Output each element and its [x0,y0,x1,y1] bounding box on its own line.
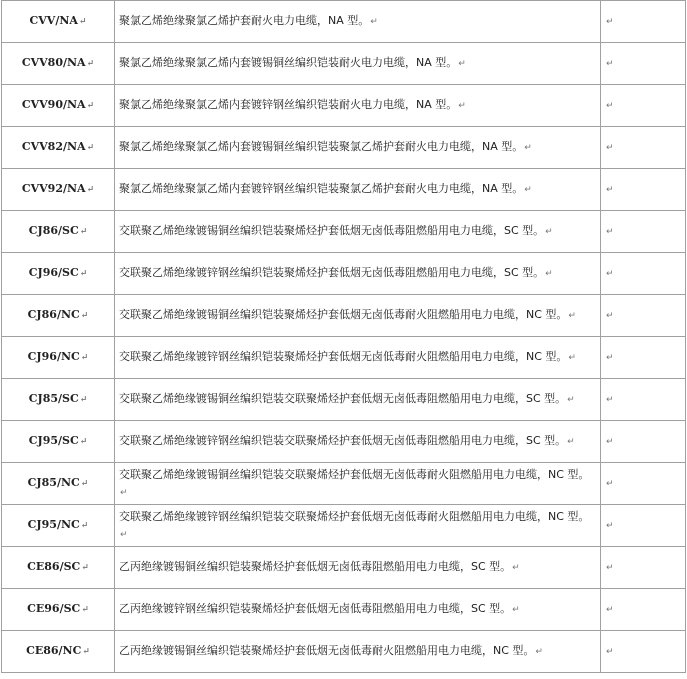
table-row [2,253,686,295]
empty-cell [601,337,686,379]
paragraph-mark-icon: ↵ [458,101,466,111]
model-code-cell [2,295,115,337]
paragraph-mark-icon: ↵ [512,563,520,573]
description-cell [115,253,601,295]
empty-cell [601,505,686,547]
table-row [2,547,686,589]
table-row [2,295,686,337]
description-cell [115,589,601,631]
paragraph-mark-icon: ↵ [81,563,89,573]
model-code-cell [2,169,115,211]
empty-cell [601,463,686,505]
table-row [2,589,686,631]
paragraph-mark-icon: ↵ [79,437,88,447]
description-cell [115,505,601,547]
paragraph-mark-icon: ↵ [606,437,614,447]
paragraph-mark-icon: ↵ [568,353,576,363]
empty-cell [601,211,686,253]
paragraph-mark-icon: ↵ [79,227,88,237]
paragraph-mark-icon: ↵ [606,17,614,27]
paragraph-mark-icon: ↵ [82,647,90,657]
model-code-cell [2,463,115,505]
model-code-cell [2,421,115,463]
model-code: CJ96/SC [28,266,79,279]
model-description: 聚氯乙烯绝缘聚氯乙烯内套镀锡铜丝编织铠装聚氯乙烯护套耐火电力电缆，NA 型。 [119,140,524,153]
empty-cell [601,421,686,463]
table-row [2,631,686,673]
table-row [2,1,686,43]
paragraph-mark-icon: ↵ [80,311,89,321]
description-cell [115,631,601,673]
model-code-cell [2,631,115,673]
paragraph-mark-icon: ↵ [86,101,95,111]
description-cell [115,295,601,337]
paragraph-mark-icon: ↵ [86,143,95,153]
model-description: 聚氯乙烯绝缘聚氯乙烯内套镀锌钢丝编织铠装聚氯乙烯护套耐火电力电缆，NA 型。 [119,182,524,195]
table-row [2,463,686,505]
paragraph-mark-icon: ↵ [606,605,614,615]
paragraph-mark-icon: ↵ [80,479,89,489]
paragraph-mark-icon: ↵ [567,437,575,447]
model-code-cell [2,85,115,127]
model-code: CJ95/SC [28,434,79,447]
paragraph-mark-icon: ↵ [79,395,88,405]
empty-cell [601,631,686,673]
description-cell [115,379,601,421]
description-cell [115,211,601,253]
model-description: 交联聚乙烯绝缘镀锡铜丝编织铠装聚烯烃护套低烟无卤低毒阻燃船用电力电缆，SC 型。 [119,224,545,237]
model-code: CVV82/NA [21,140,86,153]
model-code: CE86/NC [26,644,82,657]
paragraph-mark-icon: ↵ [606,479,614,489]
model-code-cell [2,547,115,589]
model-code-cell [2,337,115,379]
empty-cell [601,1,686,43]
paragraph-mark-icon: ↵ [567,395,575,405]
model-code: CJ86/SC [28,224,79,237]
table-body [2,1,686,673]
empty-cell [601,547,686,589]
model-description: 交联聚乙烯绝缘镀锌钢丝编织铠装交联聚烯烃护套低烟无卤低毒阻燃船用电力电缆，SC 型。 [119,434,567,447]
paragraph-mark-icon: ↵ [370,17,378,27]
model-code: CJ85/SC [28,392,79,405]
model-code-cell [2,211,115,253]
paragraph-mark-icon: ↵ [458,59,466,69]
paragraph-mark-icon: ↵ [606,353,614,363]
paragraph-mark-icon: ↵ [606,143,614,153]
model-description: 交联聚乙烯绝缘镀锡铜丝编织铠装聚烯烃护套低烟无卤低毒耐火阻燃船用电力电缆，NC 型。 [119,308,568,321]
model-code-cell [2,127,115,169]
model-code: CE96/SC [27,602,81,615]
paragraph-mark-icon: ↵ [606,185,614,195]
table-row [2,43,686,85]
model-description: 交联聚乙烯绝缘镀锡铜丝编织铠装交联聚烯烃护套低烟无卤低毒耐火阻燃船用电力电缆，NC 型。 [119,467,590,481]
model-code: CVV80/NA [21,56,86,69]
paragraph-mark-icon: ↵ [568,311,576,321]
table-row [2,85,686,127]
paragraph-mark-icon: ↵ [606,101,614,111]
model-code: CVV92/NA [21,182,86,195]
empty-cell [601,295,686,337]
paragraph-mark-icon: ↵ [86,59,95,69]
description-cell [115,1,601,43]
empty-cell [601,43,686,85]
model-code: CVV90/NA [21,98,86,111]
model-code-cell [2,1,115,43]
empty-cell [601,253,686,295]
paragraph-mark-icon: ↵ [606,227,614,237]
model-description: 乙丙绝缘镀锡铜丝编织铠装聚烯烃护套低烟无卤低毒耐火阻燃船用电力电缆，NC 型。 [119,644,535,657]
paragraph-mark-icon: ↵ [524,143,532,153]
description-cell [115,169,601,211]
empty-cell [601,169,686,211]
model-code-cell [2,505,115,547]
model-code-cell [2,379,115,421]
model-code: CJ85/NC [27,476,80,489]
paragraph-mark-icon: ↵ [606,311,614,321]
paragraph-mark-icon: ↵ [79,269,88,279]
model-description: 聚氯乙烯绝缘聚氯乙烯内套镀锌钢丝编织铠装耐火电力电缆，NA 型。 [119,98,458,111]
empty-cell [601,85,686,127]
description-cell [115,337,601,379]
paragraph-mark-icon: ↵ [120,529,128,540]
paragraph-mark-icon: ↵ [606,395,614,405]
table-row [2,421,686,463]
model-code-cell [2,253,115,295]
model-description: 交联聚乙烯绝缘镀锌钢丝编织铠装聚烯烃护套低烟无卤低毒耐火阻燃船用电力电缆，NC 型。 [119,350,568,363]
paragraph-mark-icon: ↵ [120,487,128,498]
paragraph-mark-icon: ↵ [81,605,89,615]
table-row [2,379,686,421]
model-description: 交联聚乙烯绝缘镀锌钢丝编织铠装交联聚烯烃护套低烟无卤低毒耐火阻燃船用电力电缆，NC 型。 [119,509,590,523]
model-code: CJ96/NC [27,350,80,363]
paragraph-mark-icon: ↵ [545,269,553,279]
model-description: 聚氯乙烯绝缘聚氯乙烯护套耐火电力电缆，NA 型。 [119,14,370,27]
paragraph-mark-icon: ↵ [606,59,614,69]
paragraph-mark-icon: ↵ [78,17,87,27]
paragraph-mark-icon: ↵ [80,521,89,531]
table-row [2,169,686,211]
paragraph-mark-icon: ↵ [524,185,532,195]
paragraph-mark-icon: ↵ [606,563,614,573]
paragraph-mark-icon: ↵ [606,521,614,531]
empty-cell [601,379,686,421]
description-cell [115,43,601,85]
description-cell [115,547,601,589]
model-code: CJ95/NC [27,518,80,531]
model-code: CVV/NA [29,14,78,27]
table-row [2,337,686,379]
model-description: 交联聚乙烯绝缘镀锌钢丝编织铠装聚烯烃护套低烟无卤低毒阻燃船用电力电缆，SC 型。 [119,266,545,279]
model-code-cell [2,589,115,631]
description-cell [115,421,601,463]
paragraph-mark-icon: ↵ [606,647,614,657]
model-description: 乙丙绝缘镀锌钢丝编织铠装聚烯烃护套低烟无卤低毒阻燃船用电力电缆，SC 型。 [119,602,512,615]
paragraph-mark-icon: ↵ [512,605,520,615]
paragraph-mark-icon: ↵ [86,185,95,195]
description-cell [115,463,601,505]
paragraph-mark-icon: ↵ [606,269,614,279]
description-cell [115,127,601,169]
model-code: CJ86/NC [27,308,80,321]
model-code-cell [2,43,115,85]
cable-model-table [1,0,686,673]
model-code: CE86/SC [27,560,81,573]
paragraph-mark-icon: ↵ [80,353,89,363]
paragraph-mark-icon: ↵ [535,647,543,657]
table-row [2,127,686,169]
table-row [2,211,686,253]
empty-cell [601,127,686,169]
description-cell [115,85,601,127]
model-description: 交联聚乙烯绝缘镀锡铜丝编织铠装交联聚烯烃护套低烟无卤低毒阻燃船用电力电缆，SC 型。 [119,392,567,405]
table-row [2,505,686,547]
model-description: 乙丙绝缘镀锡铜丝编织铠装聚烯烃护套低烟无卤低毒阻燃船用电力电缆，SC 型。 [119,560,512,573]
paragraph-mark-icon: ↵ [545,227,553,237]
model-description: 聚氯乙烯绝缘聚氯乙烯内套镀锡铜丝编织铠装耐火电力电缆，NA 型。 [119,56,458,69]
empty-cell [601,589,686,631]
